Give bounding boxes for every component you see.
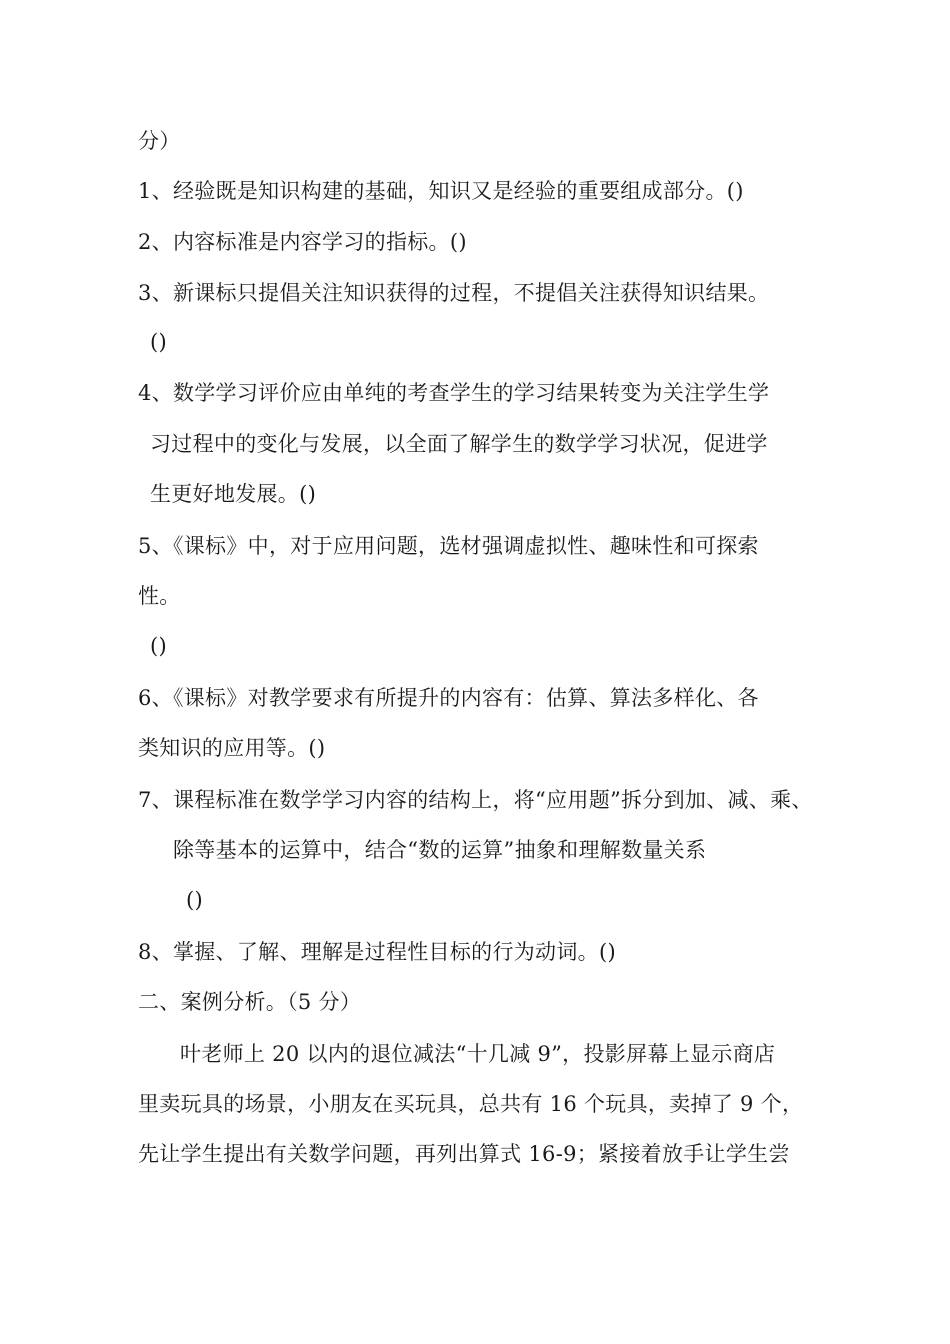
question-6-line-1: 6、《课标》对教学要求有所提升的内容有：估算、算法多样化、各 bbox=[138, 686, 759, 710]
question-7-line-2: 除等基本的运算中，结合“数的运算”抽象和理解数量关系 bbox=[173, 838, 707, 862]
question-5-line-2: 性。 bbox=[138, 584, 181, 608]
question-1: 1、经验既是知识构建的基础，知识又是经验的重要组成部分。() bbox=[138, 179, 744, 203]
section-heading-case-analysis: 二、案例分析。（5 分） bbox=[138, 990, 362, 1014]
question-8: 8、掌握、了解、理解是过程性目标的行为动词。() bbox=[138, 940, 616, 964]
case-paragraph-line-2: 里卖玩具的场景，小朋友在买玩具，总共有 16 个玩具，卖掉了 9 个， bbox=[138, 1092, 804, 1116]
question-2: 2、内容标准是内容学习的指标。() bbox=[138, 230, 467, 254]
question-4-line-1: 4、数学学习评价应由单纯的考查学生的学习结果转变为关注学生学 bbox=[138, 381, 770, 405]
question-3-answer-paren: () bbox=[150, 330, 167, 354]
question-7-line-1: 7、课程标准在数学学习内容的结构上，将“应用题”拆分到加、减、乘、 bbox=[138, 788, 813, 812]
case-paragraph-line-3: 先让学生提出有关数学问题，再列出算式 16-9；紧接着放手让学生尝 bbox=[138, 1142, 790, 1166]
question-4-line-2: 习过程中的变化与发展，以全面了解学生的数学学习状况，促进学 bbox=[150, 432, 768, 456]
question-4-line-3: 生更好地发展。() bbox=[150, 482, 317, 506]
text-line-continuation: 分） bbox=[138, 129, 181, 153]
question-6-line-2: 类知识的应用等。() bbox=[138, 736, 326, 760]
question-3: 3、新课标只提倡关注知识获得的过程，不提倡关注获得知识结果。 bbox=[138, 281, 770, 305]
case-paragraph-line-1: 叶老师上 20 以内的退位减法“十几减 9”，投影屏幕上显示商店 bbox=[180, 1042, 776, 1066]
question-5-line-1: 5、《课标》中，对于应用问题，选材强调虚拟性、趣味性和可探索 bbox=[138, 534, 759, 558]
question-7-answer-paren: () bbox=[186, 888, 203, 912]
question-5-answer-paren: () bbox=[150, 634, 167, 658]
